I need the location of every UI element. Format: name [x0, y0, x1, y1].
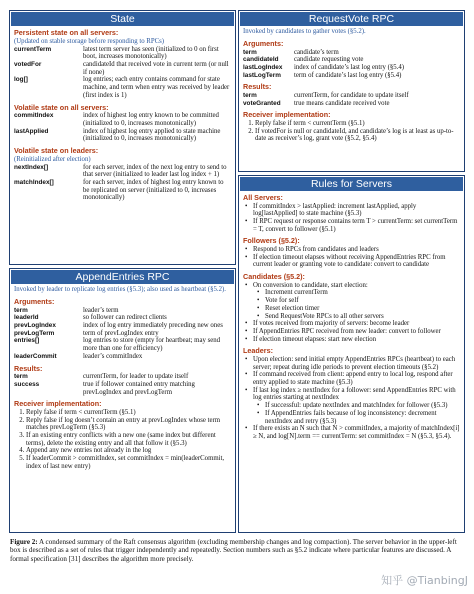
list-item: • Upon election: send initial empty AppendEntries RPCs (heartbeat) to each server; repeat during idle periods to prevent election timeouts (§5.2) — [253, 356, 460, 371]
list-item: 3. If an existing entry conflicts with a new one (same index but different terms), delete the existing entry and all that follow it (§5.3) — [26, 432, 231, 447]
term-desc: term of candidate’s last log entry (§5.4) — [294, 71, 402, 79]
appendentries-intro: Invoked by leader to replicate log entries (§5.3); also used as heartbeat (§5.2). — [14, 286, 226, 293]
term-desc: for each server, index of highest log entry known to be replicated on server (initialized to 0, increases monotonically) — [83, 178, 224, 202]
list-item: • If election timeout elapses: start new election — [253, 336, 460, 344]
list-item: • Send RequestVote RPCs to all other servers — [265, 313, 460, 321]
list-item: • Vote for self — [265, 297, 460, 305]
candidates-sublist — [253, 289, 460, 320]
persistent-table — [14, 46, 231, 100]
term-desc: term of prevLogIndex entry — [83, 329, 159, 337]
term-desc: index of log entry immediately preceding new ones — [83, 322, 223, 329]
list-item: 2. If votedFor is null or candidateId, and candidate’s log is at least as up-to-date as receiver’s log, grant vote (§5.2, §5.4) — [255, 128, 460, 143]
term-label: term — [243, 48, 257, 56]
receiver-impl-list — [243, 120, 460, 143]
volatile-leader-heading: Volatile state on leaders: — [14, 145, 99, 155]
list-item: • If there exists an N such that N > commitIndex, a majority of matchIndex[i] ≥ N, and log[N].term == currentTerm: set commitIndex = N (§5.3, §5.4). — [253, 425, 460, 440]
term-desc: candidate’s term — [294, 48, 339, 56]
term-label: leaderCommit — [14, 352, 57, 360]
term-label: entries[] — [14, 337, 40, 345]
list-item: 4. Append any new entries not already in the log — [26, 447, 231, 455]
requestvote-intro: Invoked by candidates to gather votes (§5.2). — [243, 28, 366, 35]
results-table — [243, 92, 460, 107]
list-item: • Respond to RPCs from candidates and leaders — [253, 246, 460, 254]
rules-title: Rules for Servers — [240, 177, 463, 191]
receiver-impl-heading: Receiver implementation: — [243, 110, 331, 120]
list-item: • If successful: update nextIndex and matchIndex for follower (§5.3) — [265, 402, 460, 410]
term-label: commitIndex — [14, 112, 54, 120]
leaders-3: If last log index ≥ nextIndex for a follower: send AppendEntries RPC with log entries starting at nextIndex — [253, 386, 456, 402]
list-item: • Reset election timer — [265, 305, 460, 313]
term-label: log[] — [14, 76, 28, 84]
term-label: lastLogTerm — [243, 71, 281, 79]
term-label: lastLogIndex — [243, 64, 283, 71]
receiver-impl-heading: Receiver implementation: — [14, 399, 102, 409]
term-desc: candidate requesting vote — [294, 56, 364, 64]
volatile-leader-note: (Reinitialized after election) — [14, 155, 91, 163]
term-label: nextIndex[] — [14, 163, 49, 171]
list-item: • If election timeout elapses without receiving AppendEntries RPC from current leader or granting vote to candidate: convert to candidate — [253, 254, 460, 269]
term-label: success — [14, 380, 40, 388]
term-label: lastApplied — [14, 127, 49, 135]
requestvote-title: RequestVote RPC — [240, 12, 463, 26]
term-label: votedFor — [14, 61, 42, 68]
followers-heading: Followers (§5.2): — [243, 236, 300, 246]
candidates-list — [243, 282, 460, 344]
caption-label: Figure 2: — [10, 538, 38, 546]
watermark: 知乎 @TianbingJ — [381, 574, 468, 587]
term-desc: log entries to store (empty for heartbeat; may send more than one for efficiency) — [83, 337, 221, 353]
leaders-heading: Leaders: — [243, 346, 273, 356]
term-desc: candidateId that received vote in current term (or null if none) — [83, 61, 229, 76]
figure-caption — [10, 538, 466, 563]
term-label: prevLogIndex — [14, 322, 56, 329]
results-table — [14, 373, 231, 396]
requestvote-panel — [238, 10, 465, 172]
arguments-table — [243, 49, 460, 80]
leaders-list — [243, 356, 460, 441]
list-item: 2. Reply false if log doesn’t contain an entry at prevLogIndex whose term matches prevLogTerm (§5.3) — [26, 417, 231, 432]
term-label: prevLogTerm — [14, 329, 55, 337]
list-item: • If command received from client: append entry to local log, respond after entry applied to state machine (§5.3) — [253, 371, 460, 386]
caption-text: A condensed summary of the Raft consensus algorithm (excluding membership changes and log compaction). The server behavior in the upper-left box is described as a set of rules that trigger independently and repeatedly. Section numbers such as §5.2 indicate where particular features are discussed. A formal specification [31] describes the algorithm more precisely. — [10, 538, 457, 563]
term-label: term — [243, 92, 257, 99]
appendentries-panel — [9, 268, 236, 533]
all-servers-heading: All Servers: — [243, 193, 283, 202]
term-label: currentTerm — [14, 45, 52, 53]
all-servers-list — [243, 203, 460, 234]
list-item — [253, 387, 460, 426]
appendentries-title: AppendEntries RPC — [11, 270, 234, 284]
term-desc: true if follower contained entry matching prevLogIndex and prevLogTerm — [83, 380, 195, 396]
arguments-table — [14, 307, 231, 361]
term-label: matchIndex[] — [14, 178, 54, 186]
list-item: 1. Reply false if term < currentTerm (§5.1) — [255, 120, 460, 128]
persistent-heading: Persistent state on all servers: — [14, 28, 119, 37]
volatile-all-heading: Volatile state on all servers: — [14, 102, 109, 112]
term-desc: index of highest log entry known to be committed (initialized to 0, increases monotonically) — [83, 112, 219, 127]
state-title: State — [11, 12, 234, 26]
term-desc: index of candidate’s last log entry (§5.4) — [294, 64, 405, 71]
term-desc: for each server, index of the next log entry to send to that server (initialized to leader last log index + 1) — [83, 163, 227, 179]
list-item — [253, 282, 460, 321]
leaders-sublist — [253, 402, 460, 425]
term-label: leaderId — [14, 314, 39, 322]
candidates-start: On conversion to candidate, start election: — [253, 281, 368, 289]
term-label: term — [14, 306, 28, 314]
list-item: • If AppendEntries RPC received from new leader: convert to follower — [253, 328, 460, 336]
term-label: candidateId — [243, 56, 279, 64]
volatile-leader-table — [14, 164, 231, 203]
candidates-heading: Candidates (§5.2): — [243, 272, 305, 282]
results-heading: Results: — [243, 82, 272, 92]
term-desc: leader’s term — [83, 306, 119, 314]
list-item: • If RPC request or response contains term T > currentTerm: set currentTerm = T, convert to follower (§5.1) — [253, 218, 460, 233]
arguments-heading: Arguments: — [243, 39, 284, 48]
term-desc: leader’s commitIndex — [83, 352, 143, 360]
persistent-note: (Updated on stable storage before responding to RPCs) — [14, 37, 165, 45]
term-desc: currentTerm, for candidate to update itself — [294, 92, 409, 99]
list-item: • If votes received from majority of servers: become leader — [253, 320, 460, 328]
list-item: 1. Reply false if term < currentTerm (§5.1) — [26, 409, 231, 417]
term-label: term — [14, 373, 28, 381]
term-desc: index of highest log entry applied to state machine (initialized to 0, increases monotonically) — [83, 127, 221, 143]
results-heading: Results: — [14, 363, 43, 373]
term-label: voteGranted — [243, 99, 281, 107]
term-desc: currentTerm, for leader to update itself — [83, 373, 189, 381]
term-desc: so follower can redirect clients — [83, 314, 167, 322]
state-panel — [9, 10, 236, 265]
arguments-heading: Arguments: — [14, 297, 55, 306]
list-item: • If AppendEntries fails because of log inconsistency: decrement nextIndex and retry (§5.3) — [265, 410, 460, 425]
term-desc: log entries; each entry contains command for state machine, and term when entry was received by leader (first index is 1) — [83, 76, 230, 99]
term-desc: true means candidate received vote — [294, 99, 390, 107]
list-item: • Increment currentTerm — [265, 289, 460, 297]
volatile-all-table — [14, 112, 231, 143]
term-desc: latest term server has seen (initialized to 0 on first boot, increases monotonically) — [83, 45, 219, 61]
followers-list — [243, 246, 460, 269]
list-item: 5. If leaderCommit > commitIndex, set commitIndex = min(leaderCommit, index of last new entry) — [26, 455, 231, 470]
receiver-impl-list — [14, 409, 231, 471]
list-item: • If commitIndex > lastApplied: increment lastApplied, apply log[lastApplied] to state machine (§5.3) — [253, 203, 460, 218]
rules-panel — [238, 175, 465, 533]
